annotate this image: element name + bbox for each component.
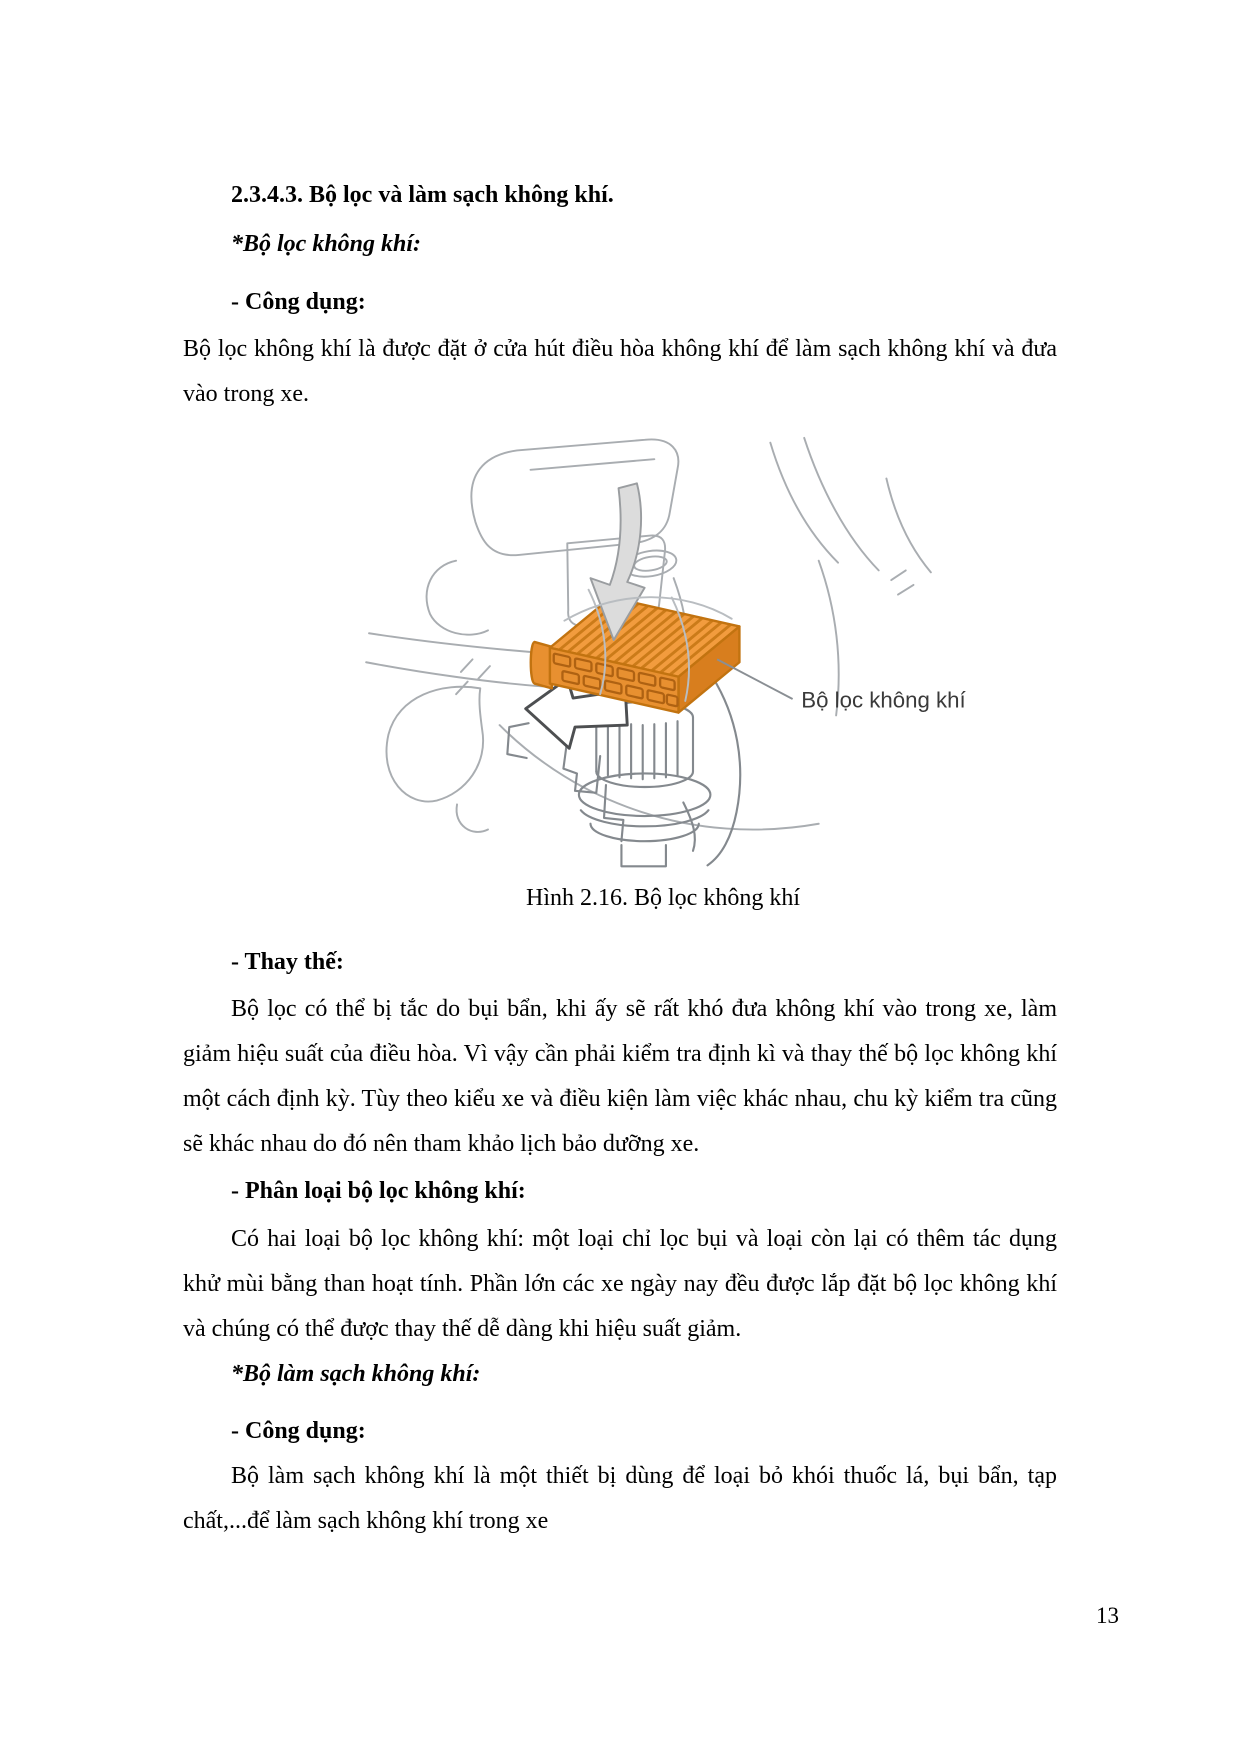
content-area bbox=[183, 0, 1057, 1544]
paragraph-replacement: Bộ lọc có thể bị tắc do bụi bẩn, khi ấy sẽ rất khó đưa không khí vào trong xe, làm giảm hiệu suất của điều hòa. Vì vậy cần phải kiểm tra định kì và thay thế bộ lọc không khí một cách định kỳ. Tùy theo kiểu xe và điều kiện làm việc khác nhau, chu kỳ kiểm tra cũng sẽ khác nhau do đó nên tham khảo lịch bảo dưỡng xe. bbox=[183, 996, 1057, 1157]
subsection-heading-air-filter: *Bộ lọc không khí: bbox=[231, 231, 422, 257]
item-heading-types: - Phân loại bộ lọc không khí: bbox=[231, 1178, 526, 1204]
figure-caption: Hình 2.16. Bộ lọc không khí bbox=[526, 885, 800, 911]
figure-leader-line bbox=[717, 659, 792, 699]
paragraph-types: Có hai loại bộ lọc không khí: một loại chỉ lọc bụi và loại còn lại có thêm tác dụng khử mùi bằng than hoạt tính. Phần lớn các xe ngày nay đều được lắp đặt bộ lọc không khí và chúng có thể được thay thế dễ dàng khi hiệu suất giảm. bbox=[183, 1226, 1057, 1342]
item-heading-usage-air-filter: - Công dụng: bbox=[231, 289, 366, 315]
figure-air-filter bbox=[353, 435, 1033, 875]
air-filter-diagram bbox=[353, 435, 1033, 875]
paragraph-usage-air-filter: Bộ lọc không khí là được đặt ở cửa hút điều hòa không khí để làm sạch không khí và đưa vào trong xe. bbox=[183, 336, 1057, 407]
item-heading-replacement: - Thay thế: bbox=[231, 949, 344, 975]
paragraph-usage-air-cleaner: Bộ làm sạch không khí là một thiết bị dùng để loại bỏ khói thuốc lá, bụi bẩn, tạp chất,...để làm sạch không khí trong xe bbox=[183, 1463, 1057, 1534]
item-heading-usage-air-cleaner: - Công dụng: bbox=[231, 1418, 366, 1444]
section-heading: 2.3.4.3. Bộ lọc và làm sạch không khí. bbox=[231, 182, 614, 208]
figure-label-air-filter: Bộ lọc không khí bbox=[801, 687, 966, 713]
page-number: 13 bbox=[1096, 1603, 1119, 1628]
filter-end-cap bbox=[531, 642, 552, 688]
subsection-heading-air-cleaner: *Bộ làm sạch không khí: bbox=[231, 1361, 481, 1387]
